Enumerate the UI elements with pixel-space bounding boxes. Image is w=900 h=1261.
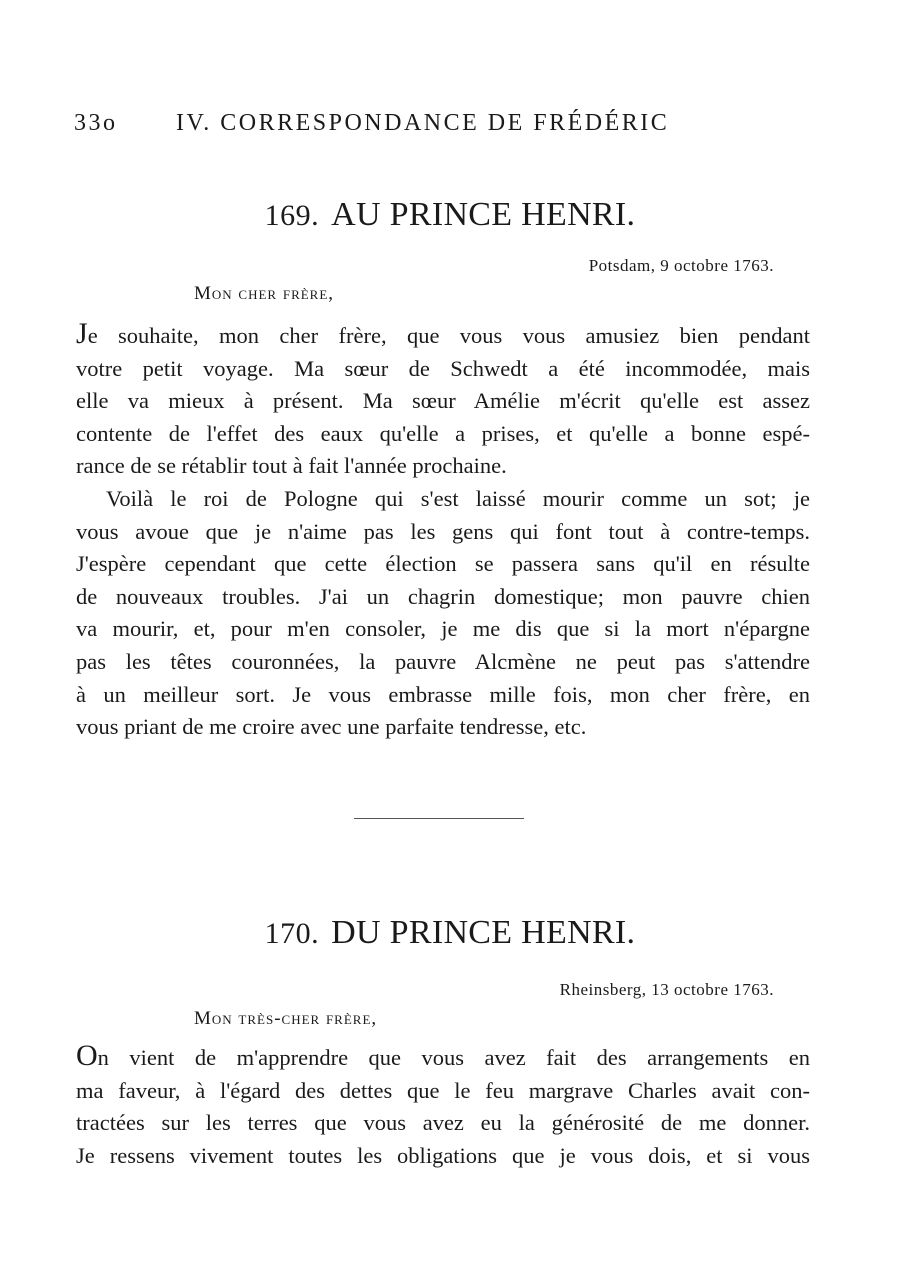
text-line: Voilà le roi de Pologne qui s'est laissé mourir comme un sot; je <box>106 486 810 511</box>
letter-170-number: 170. <box>264 917 320 950</box>
text-line: à un meilleur sort. Je vous embrasse mille fois, mon cher frère, en <box>76 681 810 707</box>
running-head <box>74 110 834 144</box>
letter-169-salutation: Mon cher frère, <box>194 283 335 304</box>
text-line: On vient de m'apprendre que vous avez fait des arrangements en <box>76 1039 810 1072</box>
letter-169-paragraph-2 <box>76 483 810 744</box>
section-divider <box>354 818 524 819</box>
letter-170-salutation: Mon très-cher frère, <box>194 1008 378 1029</box>
text-line: tractées sur les terres que vous avez eu la générosité de me donner. <box>76 1110 810 1136</box>
letter-170-dateline: Rheinsberg, 13 octobre 1763. <box>559 980 774 999</box>
letter-169-title: AU PRINCE HENRI. <box>331 196 636 233</box>
text-line: va mourir, et, pour m'en consoler, je me dis que si la mort n'épargne <box>76 616 810 642</box>
text-line: pas les têtes couronnées, la pauvre Alcmène ne peut pas s'attendre <box>76 648 810 674</box>
running-title: IV. CORRESPONDANCE DE FRÉDÉRIC <box>176 110 670 136</box>
letter-170-heading <box>0 914 900 952</box>
letter-169-dateline: Potsdam, 9 octobre 1763. <box>588 256 774 275</box>
text-line: Je ressens vivement toutes les obligations que je vous dois, et si vous <box>76 1142 810 1168</box>
text-line: elle va mieux à présent. Ma sœur Amélie m'écrit qu'elle est assez <box>76 388 810 414</box>
drop-cap: O <box>76 1039 98 1072</box>
text-line: votre petit voyage. Ma sœur de Schwedt a été incommodée, mais <box>76 355 810 381</box>
letter-170-paragraph-1 <box>76 1040 810 1172</box>
text-line: Je souhaite, mon cher frère, que vous vous amusiez bien pendant <box>76 317 810 350</box>
text-line: vous avoue que je n'aime pas les gens qui font tout à contre-temps. <box>76 518 810 544</box>
letter-169-number: 169. <box>264 199 320 232</box>
text-line: vous priant de me croire avec une parfaite tendresse, etc. <box>76 714 587 740</box>
text-line: ma faveur, à l'égard des dettes que le feu margrave Charles avait con- <box>76 1077 810 1103</box>
letter-169-heading <box>0 196 900 234</box>
letter-169-paragraph-1 <box>76 318 810 483</box>
text-line: de nouveaux troubles. J'ai un chagrin domestique; mon pauvre chien <box>76 583 810 609</box>
letter-170-title: DU PRINCE HENRI. <box>331 914 636 951</box>
drop-cap: J <box>76 317 88 350</box>
page-number: 33o <box>74 110 118 136</box>
text-line: rance de se rétablir tout à fait l'année prochaine. <box>76 453 507 479</box>
text-line: contente de l'effet des eaux qu'elle a prises, et qu'elle a bonne espé- <box>76 420 810 446</box>
text-line: J'espère cependant que cette élection se passera sans qu'il en résulte <box>76 551 810 577</box>
